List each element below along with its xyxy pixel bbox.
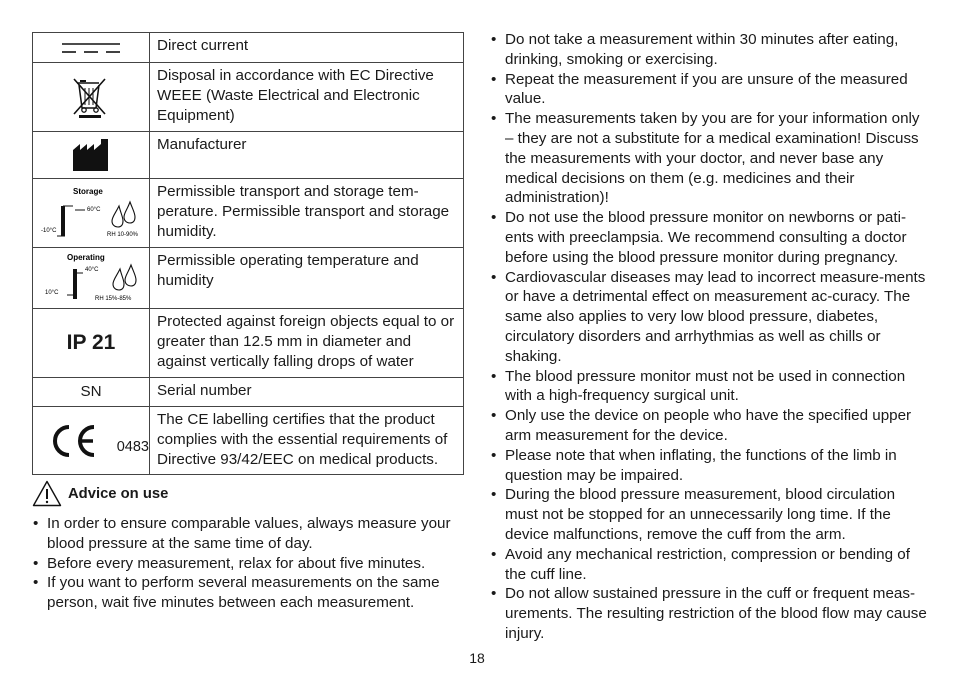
- advice-list: [32, 514, 462, 613]
- list-item: • Only use the device on people who have the specified upper arm measurement for the device.: [490, 406, 930, 446]
- ce-mark: [33, 424, 149, 458]
- operating-label: Operating: [67, 253, 105, 262]
- symbol-description: The CE labelling certifies that the product complies with the essential requirements of Directive 93/42/EEC on medical products.: [150, 407, 464, 475]
- storage-conditions-icon: [35, 184, 147, 242]
- operating-conditions-icon: [35, 251, 147, 305]
- notified-body-number: 0483: [116, 438, 149, 455]
- storage-label: Storage: [73, 187, 103, 196]
- symbol-table: [32, 32, 464, 475]
- symbol-row: [33, 407, 464, 475]
- temp-low-label: -10°C: [41, 228, 57, 234]
- symbol-cell: [33, 132, 150, 179]
- symbol-cell: [33, 309, 150, 378]
- temp-high-label: 60°C: [87, 207, 101, 213]
- symbol-row: [33, 63, 464, 132]
- temp-low-label: 10°C: [45, 290, 59, 296]
- symbol-row: [33, 378, 464, 407]
- symbol-description: Direct current: [150, 33, 464, 63]
- humidity-label: RH 10-90%: [107, 232, 139, 238]
- symbol-cell: [33, 63, 150, 132]
- list-item: • Before every measurement, relax for about five minutes.: [32, 554, 462, 574]
- direct-current-icon: [60, 41, 122, 55]
- list-item: • If you want to perform several measurements on the same person, wait five minutes between each measurement.: [32, 573, 462, 613]
- symbol-row: [33, 33, 464, 63]
- warning-triangle-icon: [32, 480, 62, 507]
- page-number: 18: [469, 650, 485, 666]
- symbol-row: [33, 132, 464, 179]
- symbol-cell: [33, 378, 150, 407]
- list-item: • During the blood pressure measurement, blood circulation must not be stopped for an unnecessarily long time. If the device malfunctions, remove the cuff from the arm.: [490, 485, 930, 544]
- symbol-row: [33, 248, 464, 309]
- symbol-description: Manufacturer: [150, 132, 464, 179]
- weee-disposal-icon: [71, 76, 111, 118]
- list-item: • Repeat the measurement if you are unsure of the measured value.: [490, 70, 930, 110]
- symbol-description: Disposal in accordance with EC Directive WEEE (Waste Electrical and Electronic Equipment): [150, 63, 464, 132]
- humidity-label: RH 15%-85%: [95, 296, 132, 302]
- temp-high-label: 40°C: [85, 267, 99, 273]
- serial-number-label: SN: [80, 383, 102, 400]
- symbol-cell: [33, 33, 150, 63]
- advice-heading-text: Advice on use: [68, 485, 169, 502]
- list-item: • Please note that when inflating, the functions of the limb in question may be impaired.: [490, 446, 930, 486]
- list-item: • Avoid any mechanical restriction, compression or bending of the cuff line.: [490, 545, 930, 585]
- list-item: • Cardiovascular diseases may lead to incorrect measure-ments or have a detrimental effect on measurement ac-curacy. The same also applies to very low blood pressure, diabetes, circulatory disorders and arrhythmias as well as chills or shaking.: [490, 268, 930, 367]
- symbol-cell: [33, 248, 150, 309]
- list-item: • The blood pressure monitor must not be used in connection with a high-frequency surgical unit.: [490, 367, 930, 407]
- list-item: • The measurements taken by you are for your information only – they are not a substitute for a medical examination! Discuss the measurements with your doctor, and never base any medical decisions on them (e.g. medicines and their administration)!: [490, 109, 930, 208]
- symbol-cell: [33, 407, 150, 475]
- ip-rating-label: IP 21: [66, 331, 116, 354]
- symbol-row: [33, 179, 464, 248]
- symbol-description: Permissible transport and storage tem-perature. Permissible transport and storage humidity.: [150, 179, 464, 248]
- symbol-description: Serial number: [150, 378, 464, 407]
- right-advice-list: [490, 30, 930, 644]
- manufacturer-icon: [72, 138, 110, 172]
- ce-mark-icon: [48, 424, 98, 458]
- symbol-cell: [33, 179, 150, 248]
- list-item: • In order to ensure comparable values, always measure your blood pressure at the same time of day.: [32, 514, 462, 554]
- list-item: • Do not take a measurement within 30 minutes after eating, drinking, smoking or exercising.: [490, 30, 930, 70]
- symbol-row: [33, 309, 464, 378]
- list-item: • Do not allow sustained pressure in the cuff or frequent meas-urements. The resulting restriction of the blood flow may cause injury.: [490, 584, 930, 643]
- symbol-description: Permissible operating temperature and humidity: [150, 248, 464, 309]
- advice-heading: [32, 480, 168, 507]
- symbol-description: Protected against foreign objects equal to or greater than 12.5 mm in diameter and against vertically falling drops of water: [150, 309, 464, 378]
- list-item: • Do not use the blood pressure monitor on newborns or pati-ents with preeclampsia. We recommend consulting a doctor before using the blood pressure monitor during pregnancy.: [490, 208, 930, 267]
